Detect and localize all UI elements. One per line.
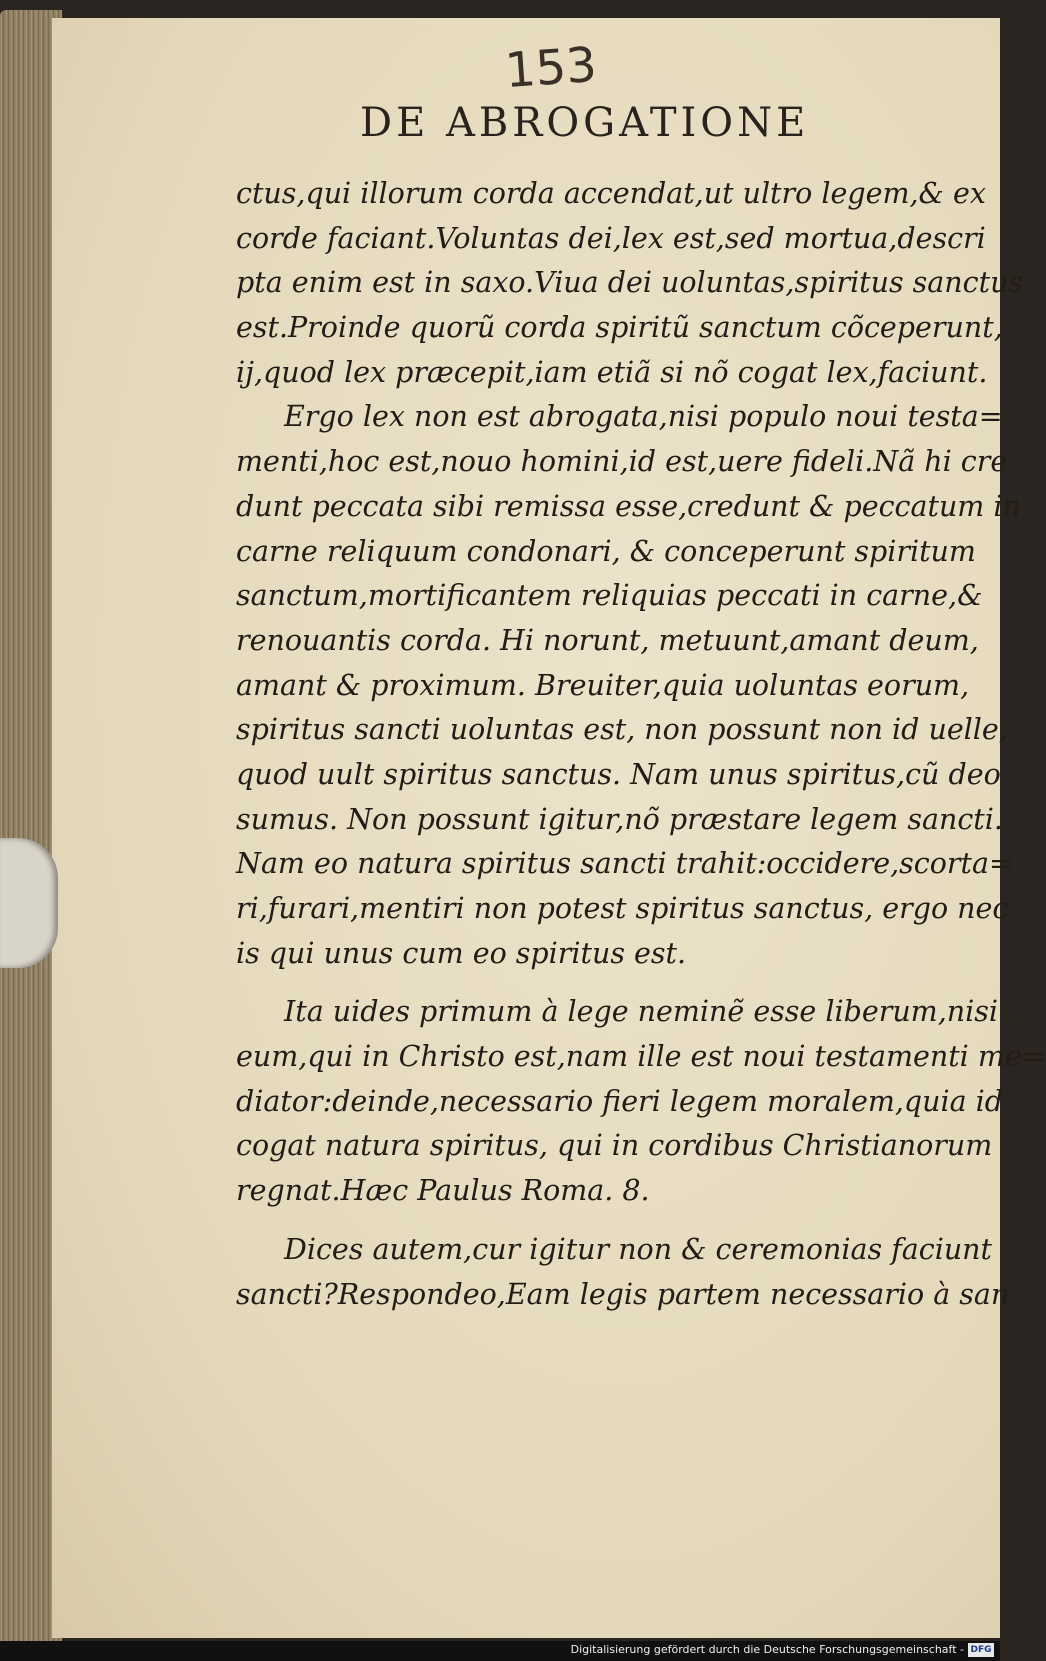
text-line: quod uult spiritus sanctus. Nam unus spiritus,cũ deo bbox=[236, 757, 1001, 791]
text-line: ri,furari,mentiri non potest spiritus sanctus, ergo nec bbox=[236, 892, 1009, 925]
text-line: carne reliquum condonari, & conceperunt spiritum bbox=[236, 534, 976, 568]
digitization-credit: Digitalisierung gefördert durch die Deutsche Forschungsgemeinschaft - bbox=[570, 1643, 964, 1656]
text-line: Ergo lex non est abrogata,nisi populo noui testa= bbox=[284, 400, 1003, 434]
text-line: amant & proximum. Breuiter,quia uoluntas eorum, bbox=[236, 668, 970, 702]
text-line: Ita uides primum à lege neminẽ esse liberum,nisi bbox=[284, 995, 998, 1029]
page-clip bbox=[0, 838, 58, 968]
running-head: DE ABROGATIONE bbox=[360, 100, 810, 146]
text-line: sumus. Non possunt igitur,nõ præstare legem sancti. bbox=[236, 802, 1003, 836]
text-line: Dices autem,cur igitur non & ceremonias faciunt bbox=[284, 1232, 992, 1266]
text-line: sanctum,mortificantem reliquias peccati in carne,& bbox=[236, 579, 983, 613]
text-line: ij,quod lex præcepit,iam etiã si nõ cogat lex,faciunt. bbox=[236, 355, 988, 389]
text-line: sancti?Respondeo,Eam legis partem necessario à san bbox=[236, 1277, 1010, 1311]
text-line: regnat.Hæc Paulus Roma. 8. bbox=[236, 1174, 650, 1208]
text-line: est.Proinde quorũ corda spiritũ sanctum cõceperunt, bbox=[236, 311, 1003, 345]
folio-number: 153 bbox=[503, 36, 599, 100]
text-line: corde faciant.Voluntas dei,lex est,sed mortua,descri bbox=[236, 221, 986, 255]
text-line: pta enim est in saxo.Viua dei uoluntas,spiritus sanctus bbox=[236, 266, 1024, 300]
text-line: dunt peccata sibi remissa esse,credunt & peccatum in bbox=[236, 489, 1021, 523]
text-line: renouantis corda. Hi norunt, metuunt,amant deum, bbox=[236, 623, 979, 657]
text-line: diator:deinde,necessario fieri legem moralem,quia id bbox=[236, 1084, 1004, 1118]
text-line: menti,hoc est,nouo homini,id est,uere fideli.Nã hi cre bbox=[236, 445, 1008, 479]
text-line: Nam eo natura spiritus sancti trahit:occidere,scorta= bbox=[236, 847, 1013, 881]
dfg-logo: DFG bbox=[968, 1643, 994, 1657]
text-line: eum,qui in Christo est,nam ille est noui testamenti me= bbox=[236, 1040, 1046, 1074]
text-line: cogat natura spiritus, qui in cordibus Christianorum bbox=[236, 1129, 993, 1163]
text-line: ctus,qui illorum corda accendat,ut ultro legem,& ex bbox=[236, 177, 986, 210]
text-line: spiritus sancti uoluntas est, non possunt non id uelle, bbox=[236, 713, 1008, 747]
text-line: is qui unus cum eo spiritus est. bbox=[236, 936, 687, 970]
text-block bbox=[236, 172, 1046, 1317]
